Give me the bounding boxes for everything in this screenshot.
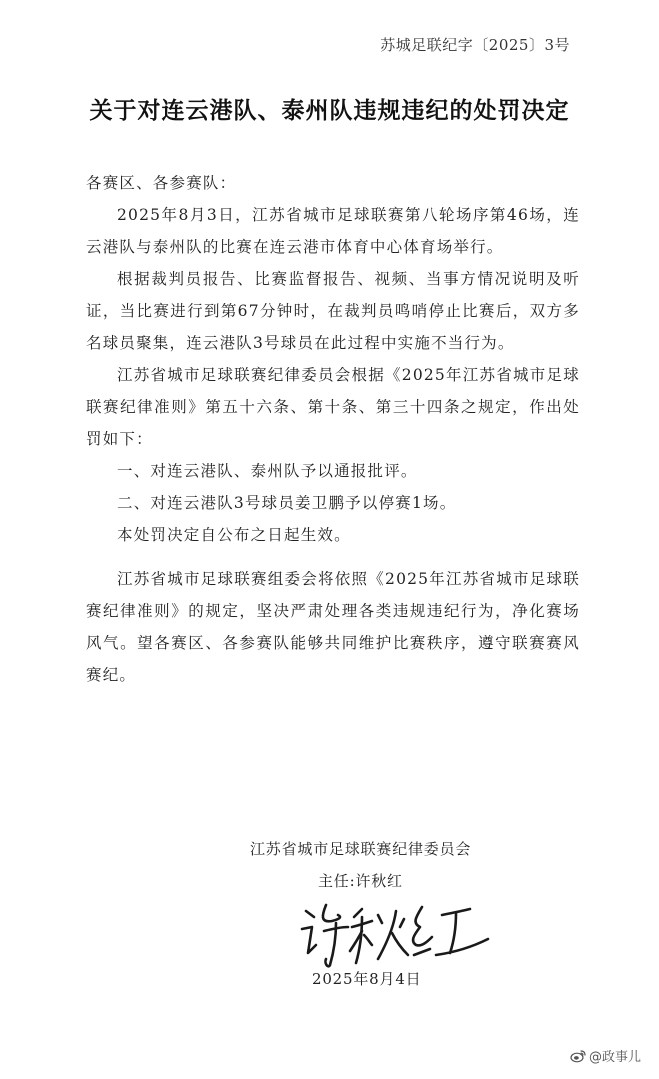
- document-title: 关于对连云港队、泰州队违规违纪的处罚决定: [89, 97, 570, 124]
- penalty-item-1: 一、对连云港队、泰州队予以通报批评。: [117, 462, 418, 480]
- salutation: 各赛区、各参赛队：: [86, 174, 237, 192]
- document-number: 苏城足联纪字〔2025〕3号: [380, 36, 570, 54]
- watermark-text: @政事儿: [588, 1050, 641, 1065]
- paragraph-spacer: [86, 551, 580, 563]
- penalty-item-2: 二、对连云港队3号球员姜卫鹏予以停赛1场。: [117, 494, 457, 512]
- paragraph-match-info: 2025年8月3日，江苏省城市足球联赛第八轮场序第46场，连云港队与泰州队的比赛在连云港市体育中心体育场举行。: [86, 206, 580, 256]
- signing-organization: 江苏省城市足球联赛纪律委员会: [250, 840, 472, 858]
- paragraph-closing: 江苏省城市足球联赛组委会将依照《2025年江苏省城市足球联赛纪律准则》的规定，坚决严肃处理各类违规违纪行为，净化赛场风气。望各赛区、各参赛队能够共同维护比赛秩序，遵守联赛赛风赛纪。: [86, 570, 580, 684]
- paragraph-incident: 根据裁判员报告、比赛监督报告、视频、当事方情况说明及听证，当比赛进行到第67分钟时，在裁判员鸣哨停止比赛后，双方多名球员聚集，连云港队3号球员在此过程中实施不当行为。: [86, 270, 580, 352]
- watermark: [570, 1046, 641, 1065]
- signing-date: 2025年8月4日: [312, 970, 422, 988]
- director-name: 主任:许秋红: [318, 872, 403, 890]
- handwritten-signature: [292, 893, 492, 978]
- paragraph-effective: 本处罚决定自公布之日起生效。: [117, 526, 351, 544]
- weibo-logo-icon: [570, 1049, 586, 1063]
- document-body: [86, 167, 580, 691]
- paragraph-ruling-basis: 江苏省城市足球联赛纪律委员会根据《2025年江苏省城市足球联赛纪律准则》第五十六条、第十条、第三十四条之规定，作出处罚如下：: [86, 366, 580, 448]
